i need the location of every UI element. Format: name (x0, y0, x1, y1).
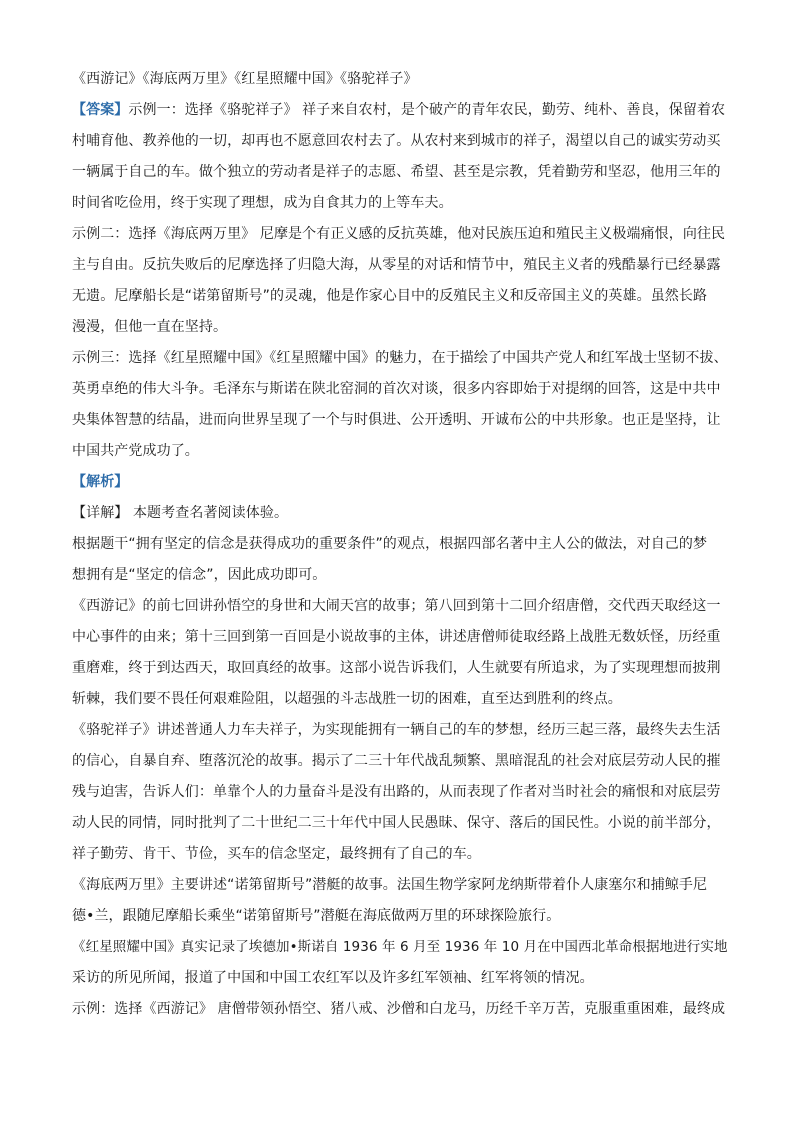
text-line: 残与迫害，告诉人们：单靠个人的力量奋斗是没有出路的，从而表现了作者对当时社会的痛恨和对底层劳 (72, 784, 721, 800)
text-line: 斩棘，我们要不畏任何艰难险阻，以超强的斗志战胜一切的困难，直至达到胜利的终点。 (72, 691, 622, 707)
text-line: 示例：选择《西游记》 唐僧带领孙悟空、猪八戒、沙僧和白龙马，历经千辛万苦，克服重重困难，最终成 (72, 1001, 726, 1017)
text-line: 采访的所见所闻，报道了中国和中国工农红军以及许多红军领袖、红军将领的情况。 (72, 970, 594, 986)
text-line: 无遗。尼摩船长是“诺第留斯号”的灵魂，他是作家心目中的反殖民主义和反帝国主义的英雄。虽然长路 (72, 288, 708, 304)
text-line: 主与自由。反抗失败后的尼摩选择了归隐大海，从零星的对话和情节中，殖民主义者的残酷暴行已经暴露 (72, 257, 721, 273)
answer-line (72, 100, 732, 120)
text-line: 村哺育他、教养他的一切，却再也不愿意回农村去了。从农村来到城市的祥子，渴望以自己的诚实劳动买 (72, 133, 721, 149)
text-line: 一辆属于自己的车。做个独立的劳动者是祥子的志愿、希望、甚至是宗教，凭着勤劳和坚忍，他用三年的 (72, 164, 721, 180)
text-line: 《海底两万里》主要讲述“诺第留斯号”潜艇的故事。法国生物学家阿龙纳斯带着仆人康塞尔和捕鲸手尼 (72, 877, 708, 893)
text-line: 示例三：选择《红星照耀中国》《红星照耀中国》的魅力，在于描绘了中国共产党人和红军战士坚韧不拔、 (72, 350, 728, 366)
detail-tag: 【详解】 (72, 505, 129, 521)
detail-line (72, 503, 732, 523)
text-line: 《红星照耀中国》真实记录了埃德加•斯诺自 1936 年 6 月至 1936 年 10 月在中国西北革命根据地进行实地 (72, 939, 728, 955)
text-line: 示例一：选择《骆驼祥子》 祥子来自农村，是个破产的青年农民，勤劳、纯朴、善良，保留着农 (128, 102, 726, 118)
text-line: 的信心，自暴自弃、堕落沉沦的故事。揭示了二三十年代战乱频繁、黑暗混乱的社会对底层劳动人民的摧 (72, 753, 721, 769)
text-line: 本题考查名著阅读体验。 (128, 505, 289, 521)
text-line: 动人民的同情，同时批判了二十世纪二三十年代中国人民愚昧、保守、落后的国民性。小说的前半部分， (72, 815, 721, 831)
text-line: 时间省吃俭用，终于实现了理想，成为自食其力的上等车夫。 (72, 195, 453, 211)
text-line: 根据题干“拥有坚定的信念是获得成功的重要条件”的观点，根据四部名著中主人公的做法，对自己的梦 (72, 536, 708, 552)
text-line: 示例二：选择《海底两万里》 尼摩是个有正义感的反抗英雄，他对民族压迫和殖民主义极端痛恨，向往民 (72, 226, 726, 242)
text-line: 德•兰，跟随尼摩船长乘坐“诺第留斯号”潜艇在海底做两万里的环球探险旅行。 (72, 908, 561, 924)
text-line: 祥子勤劳、肯干、节俭，买车的信念坚定，最终拥有了自己的车。 (72, 846, 481, 862)
analysis-line (72, 472, 732, 492)
answer-tag: 【答案】 (72, 102, 129, 118)
text-line: 重磨难，终于到达西天，取回真经的故事。这部小说告诉我们，人生就要有所追求，为了实现理想而披荆 (72, 660, 721, 676)
text-line: 中心事件的由来；第十三回到第一百回是小说故事的主体，讲述唐僧师徒取经路上战胜无数妖怪，历经重 (72, 629, 721, 645)
text-line: 《骆驼祥子》讲述普通人力车夫祥子，为实现能拥有一辆自己的车的梦想，经历三起三落，最终失去生活 (72, 722, 721, 738)
analysis-tag: 【解析】 (72, 474, 129, 490)
text-line: 想拥有是“坚定的信念”，因此成功即可。 (72, 567, 327, 583)
text-line: 中国共产党成功了。 (72, 443, 199, 459)
text-line: 央集体智慧的结晶，进而向世界呈现了一个与时俱进、公开透明、开诚布公的中共形象。也正是坚持，让 (72, 412, 721, 428)
text-line: 英勇卓绝的伟大斗争。毛泽东与斯诺在陕北窑洞的首次对谈，很多内容即始于对提纲的回答，这是中共中 (72, 381, 721, 397)
text-line: 《西游记》的前七回讲孙悟空的身世和大闹天宫的故事；第八回到第十二回介绍唐僧，交代西天取经这一 (72, 598, 721, 614)
text-line: 漫漫，但他一直在坚持。 (72, 319, 228, 335)
text-line: 《西游记》《海底两万里》《红星照耀中国》《骆驼祥子》 (72, 71, 418, 87)
